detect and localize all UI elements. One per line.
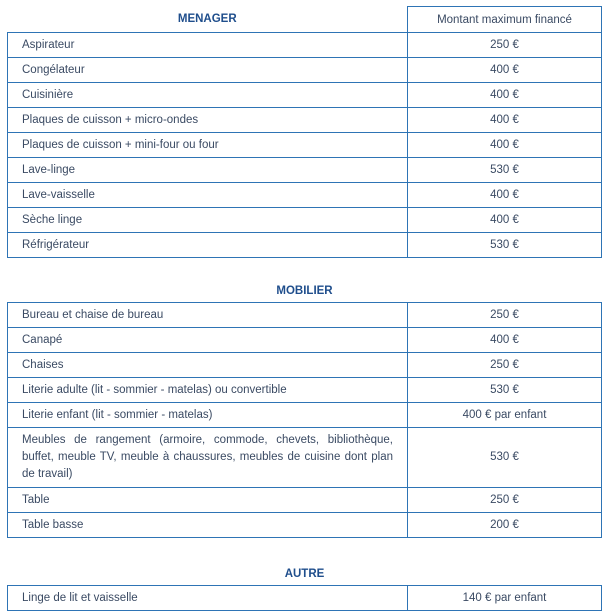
item-value: 400 € — [408, 208, 602, 233]
item-label: Plaques de cuisson + micro-ondes — [8, 108, 408, 133]
item-value: 250 € — [408, 487, 602, 512]
section-title: MOBILIER — [8, 280, 602, 302]
table-row — [8, 58, 602, 83]
item-value: 250 € — [408, 33, 602, 58]
item-value: 400 € — [408, 108, 602, 133]
item-label: Cuisinière — [8, 83, 408, 108]
item-label: Table basse — [8, 512, 408, 537]
item-value: 530 € — [408, 377, 602, 402]
autre-table — [7, 564, 602, 611]
item-value: 200 € — [408, 512, 602, 537]
table-row — [8, 377, 602, 402]
item-value: 400 € — [408, 133, 602, 158]
table-row — [8, 133, 602, 158]
table-row — [8, 33, 602, 58]
table-row — [8, 327, 602, 352]
menager-table — [7, 6, 602, 258]
section-title: AUTRE — [8, 564, 602, 585]
item-value: 530 € — [408, 427, 602, 487]
item-label: Bureau et chaise de bureau — [8, 302, 408, 327]
amount-header: Montant maximum financé — [408, 7, 602, 33]
table-row — [8, 487, 602, 512]
item-label: Canapé — [8, 327, 408, 352]
item-value: 250 € — [408, 302, 602, 327]
item-value: 250 € — [408, 352, 602, 377]
item-label: Lave-linge — [8, 158, 408, 183]
item-value: 530 € — [408, 158, 602, 183]
item-value: 530 € — [408, 233, 602, 258]
table-row — [8, 585, 602, 610]
item-label: Linge de lit et vaisselle — [8, 585, 408, 610]
table-row — [8, 158, 602, 183]
table-row — [8, 208, 602, 233]
item-label: Réfrigérateur — [8, 233, 408, 258]
item-value: 400 € — [408, 183, 602, 208]
item-label: Literie enfant (lit - sommier - matelas) — [8, 402, 408, 427]
item-label: Table — [8, 487, 408, 512]
item-label: Meubles de rangement (armoire, commode, chevets, bibliothèque, buffet, meuble TV, meuble à chaussures, meubles de cuisine dont plan de travail) — [8, 427, 408, 487]
table-row — [8, 233, 602, 258]
item-label: Literie adulte (lit - sommier - matelas) ou convertible — [8, 377, 408, 402]
item-label: Congélateur — [8, 58, 408, 83]
mobilier-table — [7, 280, 602, 538]
item-label: Lave-vaisselle — [8, 183, 408, 208]
section-title: MENAGER — [8, 7, 408, 33]
table-row — [8, 352, 602, 377]
item-label: Sèche linge — [8, 208, 408, 233]
item-label: Chaises — [8, 352, 408, 377]
item-value: 400 € — [408, 327, 602, 352]
item-value: 400 € — [408, 58, 602, 83]
item-label: Plaques de cuisson + mini-four ou four — [8, 133, 408, 158]
table-row — [8, 108, 602, 133]
table-row — [8, 83, 602, 108]
table-row — [8, 402, 602, 427]
item-value: 400 € — [408, 83, 602, 108]
table-row — [8, 183, 602, 208]
table-row — [8, 302, 602, 327]
item-value: 400 € par enfant — [408, 402, 602, 427]
item-value: 140 € par enfant — [408, 585, 602, 610]
table-row — [8, 512, 602, 537]
table-row — [8, 427, 602, 487]
item-label: Aspirateur — [8, 33, 408, 58]
